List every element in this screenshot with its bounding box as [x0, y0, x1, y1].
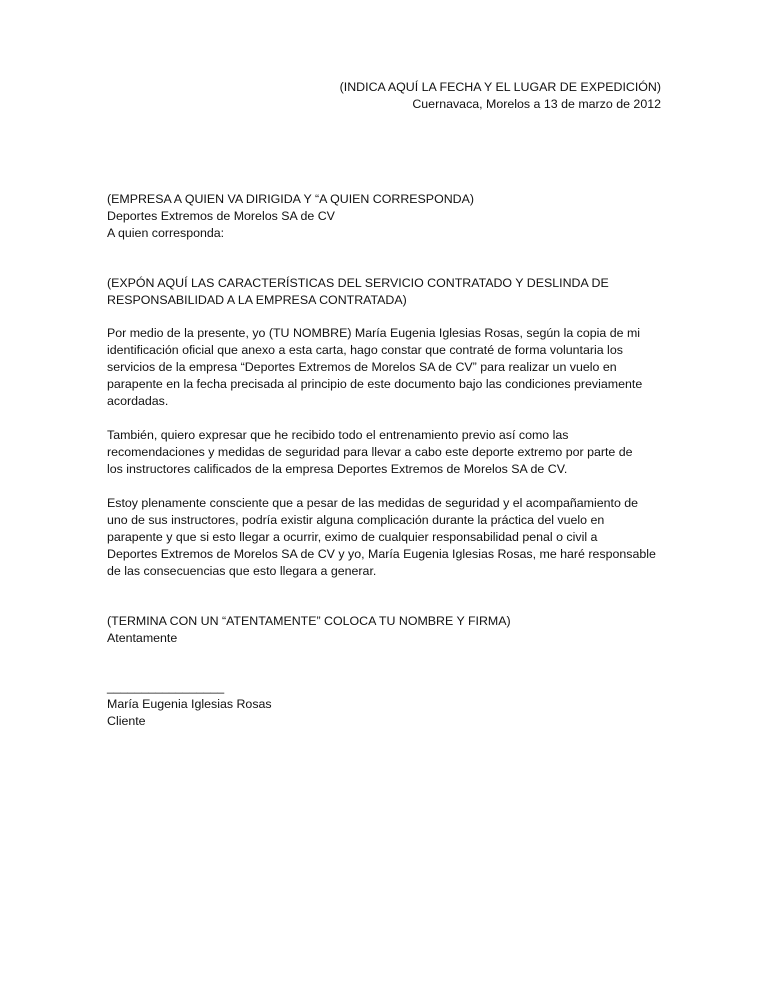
paragraph-1-line: identificación oficial que anexo a esta carta, hago constar que contraté de forma voluntaria los	[107, 343, 623, 357]
signer-name: María Eugenia Iglesias Rosas	[107, 697, 272, 711]
paragraph-3-line: de las consecuencias que esto llegara a generar.	[107, 564, 377, 578]
paragraph-3-line: Deportes Extremos de Morelos SA de CV y yo, María Eugenia Iglesias Rosas, me haré responsable	[107, 547, 656, 561]
place-date: Cuernavaca, Morelos a 13 de marzo de 2012	[412, 97, 661, 111]
paragraph-3-line: Estoy plenamente consciente que a pesar de las medidas de seguridad y el acompañamiento de	[107, 496, 639, 510]
recipient-instruction: (EMPRESA A QUIEN VA DIRIGIDA Y “A QUIEN CORRESPONDA)	[107, 192, 474, 206]
body-instruction-line: (EXPÓN AQUÍ LAS CARACTERÍSTICAS DEL SERVICIO CONTRATADO Y DESLINDA DE	[107, 276, 609, 290]
paragraph-2-line: recomendaciones y medidas de seguridad para llevar a cabo este deporte extremo por parte de	[107, 445, 633, 459]
signature-line: _________________	[107, 680, 225, 694]
recipient-company: Deportes Extremos de Morelos SA de CV	[107, 209, 335, 223]
date-instruction: (INDICA AQUÍ LA FECHA Y EL LUGAR DE EXPEDICIÓN)	[339, 80, 661, 94]
paragraph-1-line: Por medio de la presente, yo (TU NOMBRE) María Eugenia Iglesias Rosas, según la copia de mi	[107, 326, 641, 340]
paragraph-2-line: los instructores calificados de la empresa Deportes Extremos de Morelos SA de CV.	[107, 462, 568, 476]
greeting: A quien corresponda:	[107, 226, 225, 240]
closing-instruction: (TERMINA CON UN “ATENTAMENTE” COLOCA TU NOMBRE Y FIRMA)	[107, 614, 511, 628]
body-instruction-line: RESPONSABILIDAD A LA EMPRESA CONTRATADA)	[107, 293, 407, 307]
paragraph-3-line: parapente y que si esto llegar a ocurrir, eximo de cualquier responsabilidad penal o civil a	[107, 530, 598, 544]
paragraph-3-line: uno de sus instructores, podría existir alguna complicación durante la práctica del vuelo en	[107, 513, 605, 527]
closing-word: Atentamente	[107, 631, 178, 645]
paragraph-1-line: acordadas.	[107, 394, 169, 408]
paragraph-2-line: También, quiero expresar que he recibido todo el entrenamiento previo así como las	[107, 428, 569, 442]
paragraph-1-line: servicios de la empresa “Deportes Extremos de Morelos SA de CV” para realizar un vuelo en	[107, 360, 617, 374]
signer-role: Cliente	[107, 714, 146, 728]
paragraph-1-line: parapente en la fecha precisada al principio de este documento bajo las condiciones previamente	[107, 377, 643, 391]
